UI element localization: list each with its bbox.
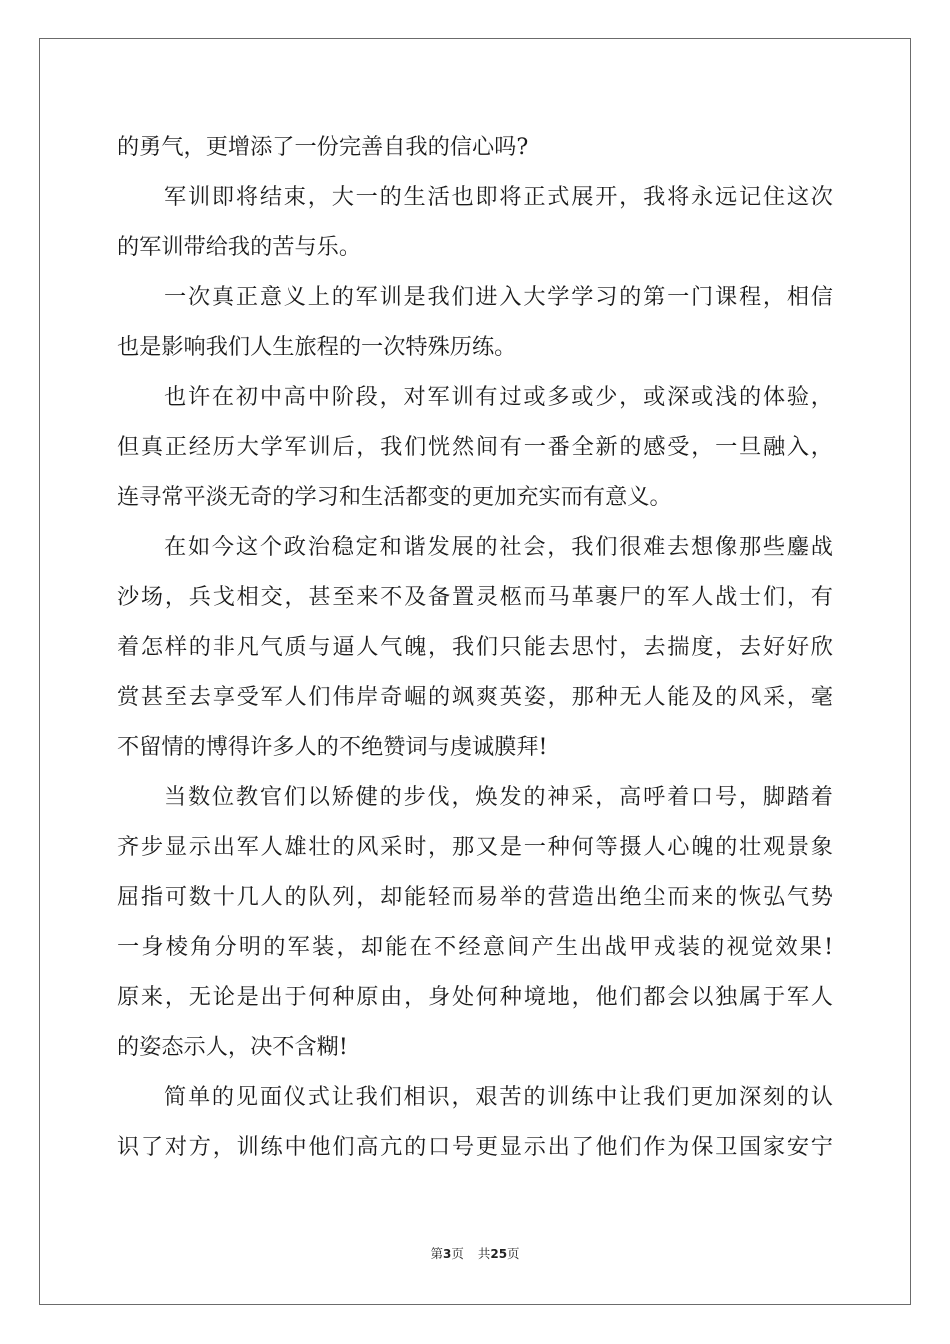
text-line: 也是影响我们人生旅程的一次特殊历练。 (117, 334, 517, 360)
total-prefix: 共 (477, 1246, 491, 1261)
text-line: 原来，无论是出于何种原由，身处何种境地，他们都会以独属于军人 (117, 984, 833, 1010)
text-line: 在如今这个政治稳定和谐发展的社会，我们很难去想像那些鏖战 (164, 534, 833, 560)
text-line: 一身棱角分明的军装，却能在不经意间产生出战甲戎装的视觉效果! (117, 934, 833, 960)
text-line: 简单的见面仪式让我们相识，艰苦的训练中让我们更加深刻的认 (164, 1084, 833, 1110)
text-line: 不留情的博得许多人的不绝赞词与虔诚膜拜! (117, 734, 548, 760)
text-line: 齐步显示出军人雄壮的风采时，那又是一种何等摄人心魄的壮观景象 (117, 834, 833, 860)
total-pages: 25 (490, 1247, 508, 1261)
page-suffix: 页 (451, 1246, 464, 1261)
text-line: 当数位教官们以矫健的步伐，焕发的神采，高呼着口号，脚踏着 (164, 784, 833, 810)
total-suffix: 页 (507, 1246, 520, 1261)
text-line: 军训即将结束，大一的生活也即将正式展开，我将永远记住这次 (164, 184, 833, 210)
text-line: 屈指可数十几人的队列，却能轻而易举的营造出绝尘而来的恢弘气势 (117, 884, 833, 910)
text-line: 识了对方，训练中他们高亢的口号更显示出了他们作为保卫国家安宁 (117, 1134, 833, 1160)
text-line: 也许在初中高中阶段，对军训有过或多或少，或深或浅的体验， (164, 384, 833, 410)
text-line: 赏甚至去享受军人们伟岸奇崛的飒爽英姿，那种无人能及的风采，毫 (117, 684, 833, 710)
text-line: 着怎样的非凡气质与逼人气魄，我们只能去思忖，去揣度，去好好欣 (117, 634, 833, 660)
text-line: 一次真正意义上的军训是我们进入大学学习的第一门课程，相信 (164, 284, 833, 310)
text-line: 沙场，兵戈相交，甚至来不及备置灵柩而马革裹尸的军人战士们，有 (117, 584, 833, 610)
page-number: 3 (442, 1247, 452, 1261)
text-line: 的军训带给我的苦与乐。 (117, 234, 362, 260)
text-line: 但真正经历大学军训后，我们恍然间有一番全新的感受，一旦融入， (117, 434, 833, 460)
page-prefix: 第 (430, 1246, 443, 1261)
text-line: 的姿态示人，决不含糊! (117, 1034, 348, 1060)
document-body (117, 122, 833, 1172)
text-line: 连寻常平淡无奇的学习和生活都变的更加充实而有意义。 (117, 484, 672, 510)
text-line: 的勇气，更增添了一份完善自我的信心吗? (117, 134, 529, 160)
page-footer (0, 1244, 950, 1262)
